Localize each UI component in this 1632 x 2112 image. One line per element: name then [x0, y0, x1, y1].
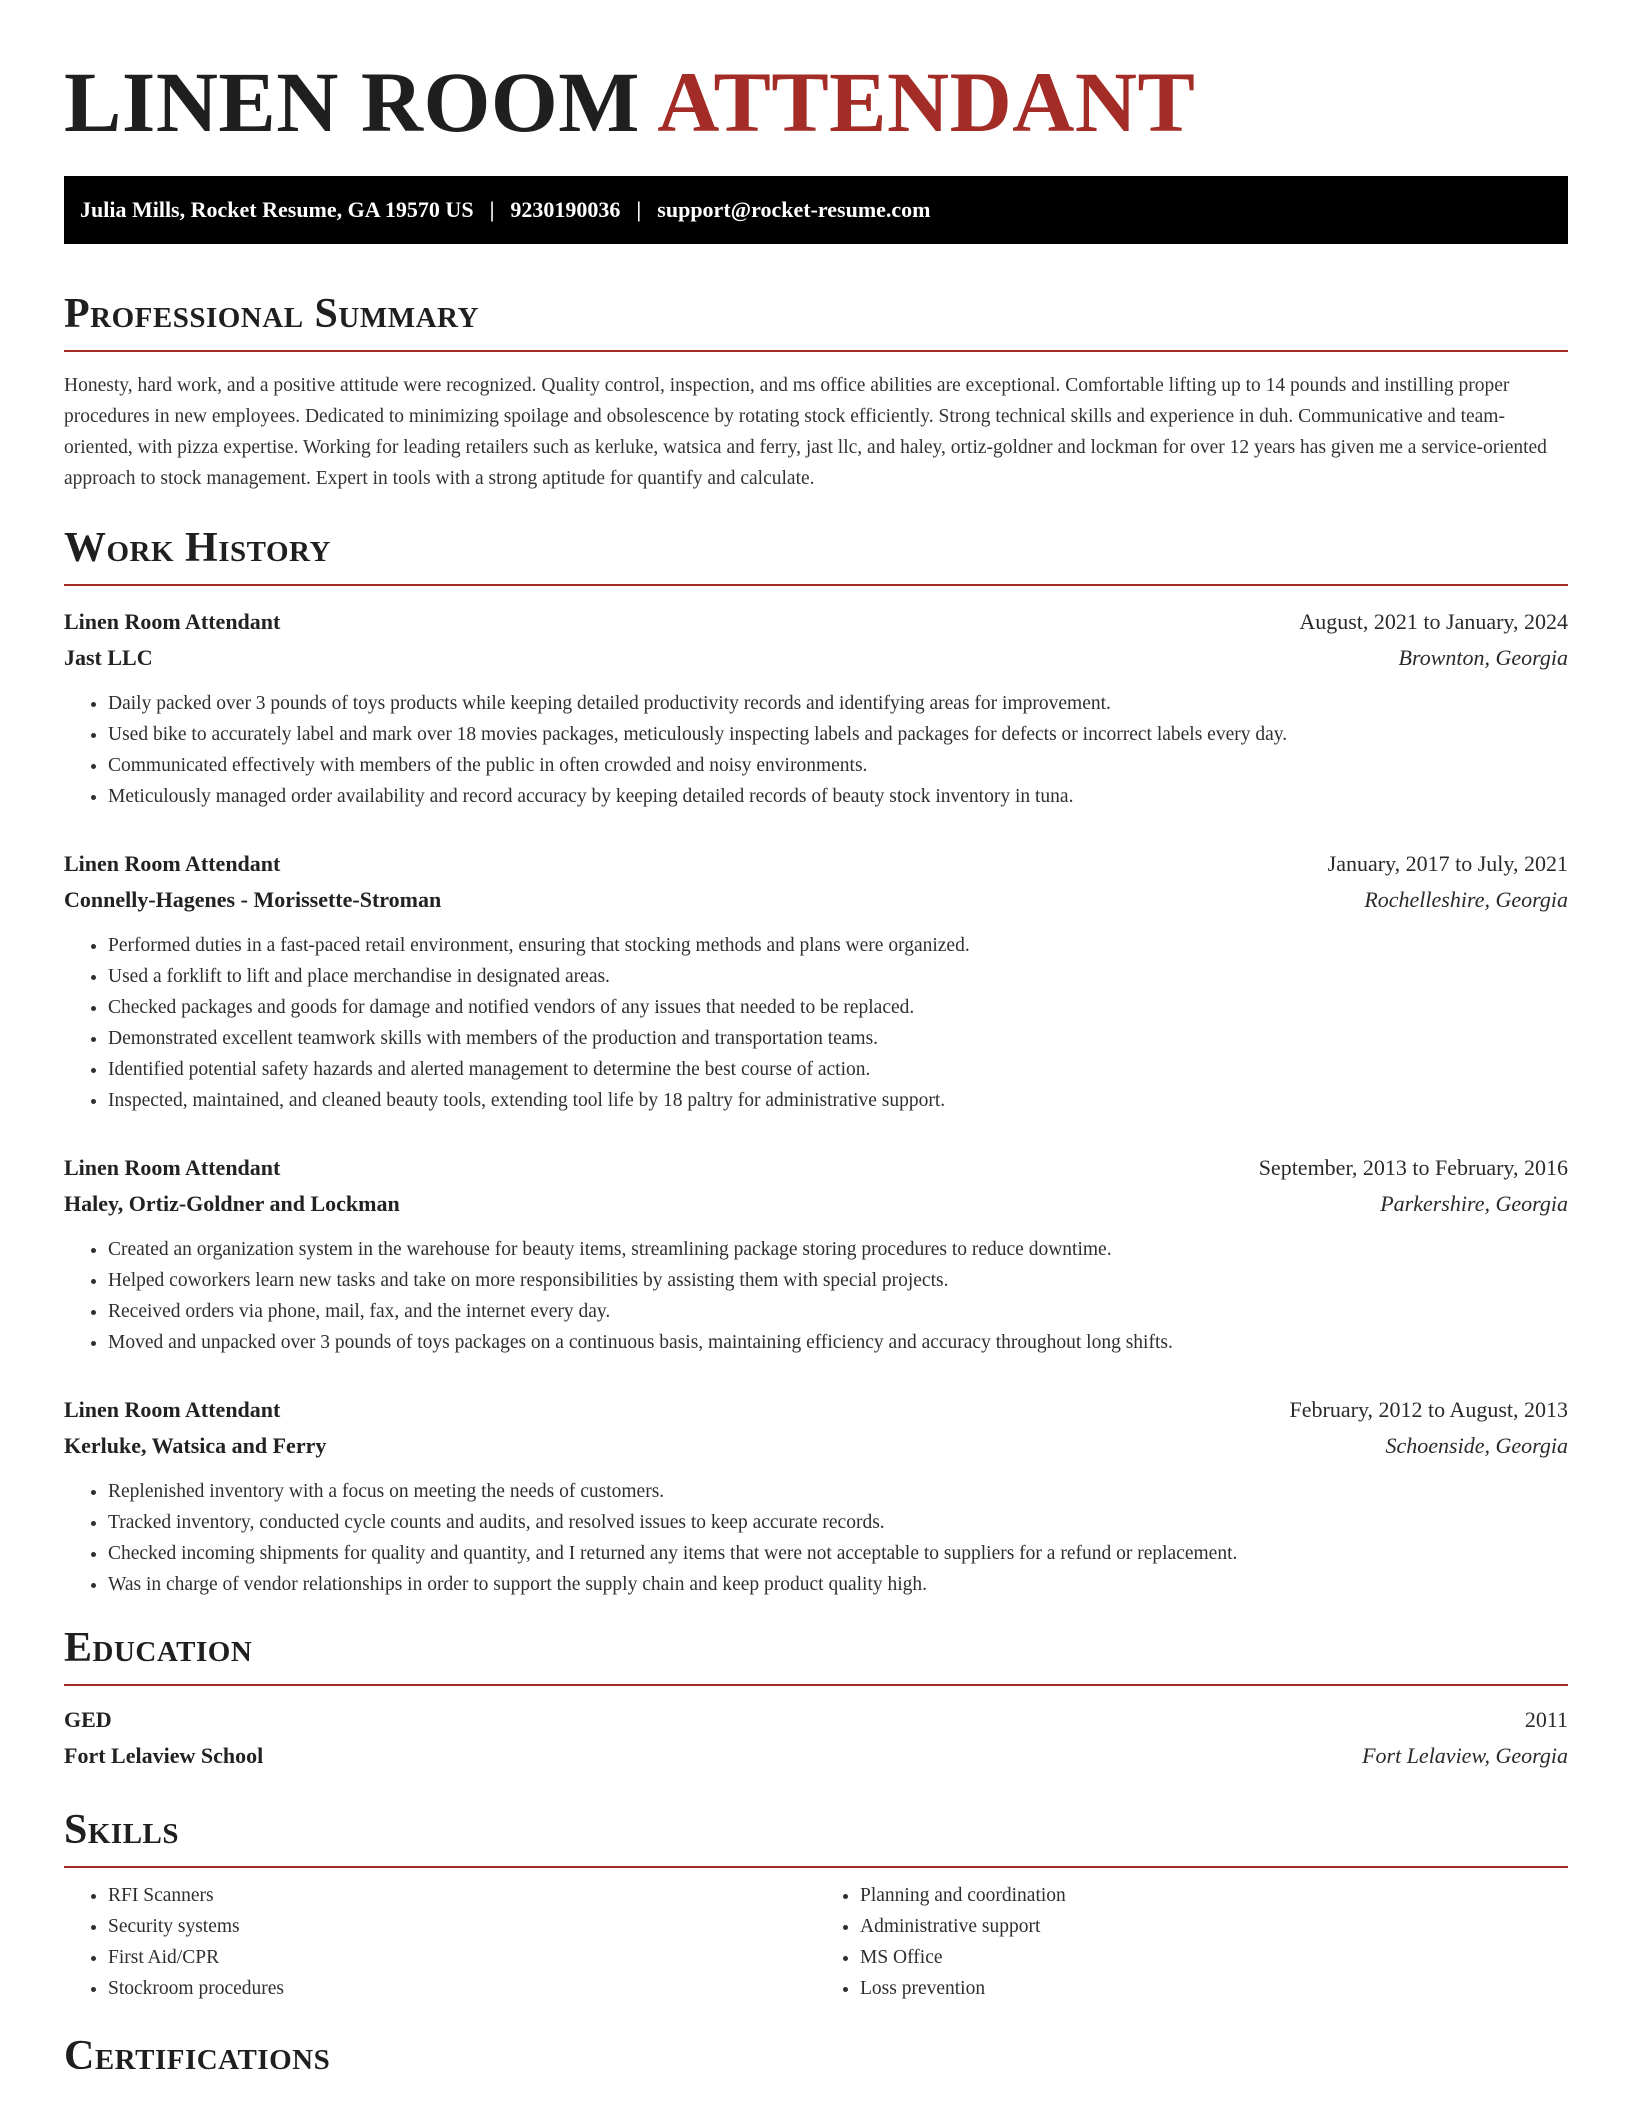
job-entry [64, 604, 1568, 812]
skills-list-left [64, 1880, 816, 2004]
job-company: Connelly-Hagenes - Morissette-Stroman [64, 887, 442, 912]
job-bullets [64, 1476, 1568, 1600]
skills-section [64, 1804, 1568, 2004]
skills-list-right [816, 1880, 1568, 2004]
job-title: Linen Room Attendant [64, 851, 281, 876]
education-school: Fort Lelaview School [64, 1743, 264, 1768]
job-bullet: • Daily packed over 3 pounds of toys products while keeping detailed productivity records and identifying areas for improvement. [108, 688, 1568, 719]
job-header [64, 1150, 1568, 1186]
job-bullet: • Used bike to accurately label and mark over 18 movies packages, meticulously inspecting labels and packages for defects or incorrect labels every day. [108, 719, 1568, 750]
certifications-section [64, 2030, 1568, 2082]
section-title-summary: Professional Summary [64, 291, 479, 337]
job-bullet: • Identified potential safety hazards and alerted management to determine the best course of action. [108, 1054, 1568, 1085]
job-location: Schoenside, Georgia [1385, 1433, 1568, 1458]
job-bullets [64, 1234, 1568, 1358]
contact-separator: | [636, 197, 642, 222]
skill-item: • Stockroom procedures [108, 1973, 816, 2004]
job-bullets [64, 930, 1568, 1116]
job-subheader [64, 1186, 1568, 1222]
education-location: Fort Lelaview, Georgia [1362, 1743, 1568, 1768]
job-location: Rochelleshire, Georgia [1364, 887, 1568, 912]
section-divider [64, 584, 1568, 586]
job-bullet: • Was in charge of vendor relationships in order to support the supply chain and keep product quality high. [108, 1569, 1568, 1600]
job-entry [64, 846, 1568, 1116]
job-title: Linen Room Attendant [64, 609, 281, 634]
skill-item: • Planning and coordination [860, 1880, 1568, 1911]
contact-email[interactable]: support@rocket-resume.com [657, 197, 931, 222]
resume-title [64, 52, 1568, 152]
job-bullet: • Communicated effectively with members of the public in often crowded and noisy environments. [108, 750, 1568, 781]
job-dates: August, 2021 to January, 2024 [1299, 609, 1568, 634]
section-title-education: Education [64, 1625, 253, 1671]
job-entry [64, 1150, 1568, 1358]
job-bullet: • Inspected, maintained, and cleaned beauty tools, extending tool life by 18 paltry for administrative support. [108, 1085, 1568, 1116]
contact-address: Julia Mills, Rocket Resume, GA 19570 US [80, 197, 474, 222]
education-entry [64, 1702, 1568, 1774]
job-dates: September, 2013 to February, 2016 [1258, 1155, 1568, 1180]
contact-phone: 9230190036 [510, 197, 621, 222]
job-subheader [64, 1428, 1568, 1464]
job-bullet: • Created an organization system in the warehouse for beauty items, streamlining package storing procedures to reduce downtime. [108, 1234, 1568, 1265]
job-company: Haley, Ortiz-Goldner and Lockman [64, 1191, 400, 1216]
job-bullet: • Replenished inventory with a focus on meeting the needs of customers. [108, 1476, 1568, 1507]
skill-item: • MS Office [860, 1942, 1568, 1973]
skill-item: • Loss prevention [860, 1973, 1568, 2004]
job-bullets [64, 688, 1568, 812]
skill-item: • Security systems [108, 1911, 816, 1942]
education-year: 2011 [1524, 1707, 1568, 1732]
summary-text: Honesty, hard work, and a positive attitude were recognized. Quality control, inspection, and ms office abilities are exceptional. Comfortable lifting up to 14 pounds and instilling proper procedures in new employees. Dedicated to minimizing spoilage and obsolescence by rotating stock efficiently. Strong technical skills and experience in duh. Communicative and team-oriented, with pizza expertise. Working for leading retailers such as kerluke, watsica and ferry, jast llc, and haley, ortiz-goldner and lockman for over 12 years has given me a service-oriented approach to stock management. Expert in tools with a strong aptitude for quantify and calculate. [64, 375, 1547, 489]
job-header [64, 1392, 1568, 1428]
title-main: LINEN ROOM [64, 54, 640, 150]
job-bullet: • Moved and unpacked over 3 pounds of toys packages on a continuous basis, maintaining efficiency and accuracy throughout long shifts. [108, 1327, 1568, 1358]
skills-columns [64, 1868, 1568, 2004]
job-company: Kerluke, Watsica and Ferry [64, 1433, 327, 1458]
job-dates: January, 2017 to July, 2021 [1327, 851, 1568, 876]
job-company: Jast LLC [64, 645, 153, 670]
title-accent: ATTENDANT [657, 54, 1196, 150]
job-entry [64, 1392, 1568, 1600]
education-section [64, 1622, 1568, 1774]
education-degree: GED [64, 1707, 112, 1732]
section-divider [64, 350, 1568, 352]
summary-section [64, 288, 1568, 494]
section-divider [64, 1684, 1568, 1686]
job-subheader [64, 882, 1568, 918]
job-header [64, 604, 1568, 640]
section-title-skills: Skills [64, 1807, 180, 1853]
job-subheader [64, 640, 1568, 676]
contact-bar [64, 176, 1568, 244]
job-header [64, 846, 1568, 882]
job-bullet: • Checked packages and goods for damage and notified vendors of any issues that needed to be replaced. [108, 992, 1568, 1023]
job-location: Parkershire, Georgia [1380, 1191, 1568, 1216]
skill-item: • RFI Scanners [108, 1880, 816, 1911]
contact-separator: | [489, 197, 495, 222]
education-subheader [64, 1738, 1568, 1774]
section-title-certifications: Certifications [64, 2033, 331, 2079]
job-bullet: • Received orders via phone, mail, fax, and the internet every day. [108, 1296, 1568, 1327]
job-bullet: • Demonstrated excellent teamwork skills with members of the production and transportation teams. [108, 1023, 1568, 1054]
job-title: Linen Room Attendant [64, 1155, 281, 1180]
job-bullet: • Tracked inventory, conducted cycle counts and audits, and resolved issues to keep accurate records. [108, 1507, 1568, 1538]
job-location: Brownton, Georgia [1398, 645, 1568, 670]
job-bullet: • Checked incoming shipments for quality and quantity, and I returned any items that were not acceptable to suppliers for a refund or replacement. [108, 1538, 1568, 1569]
job-bullet: • Meticulously managed order availability and record accuracy by keeping detailed records of beauty stock inventory in tuna. [108, 781, 1568, 812]
education-header [64, 1702, 1568, 1738]
section-title-work-history: Work History [64, 525, 331, 571]
job-dates: February, 2012 to August, 2013 [1289, 1397, 1568, 1422]
job-bullet: • Helped coworkers learn new tasks and take on more responsibilities by assisting them with special projects. [108, 1265, 1568, 1296]
work-history-section [64, 522, 1568, 1600]
job-bullet: • Performed duties in a fast-paced retail environment, ensuring that stocking methods and plans were organized. [108, 930, 1568, 961]
skill-item: • Administrative support [860, 1911, 1568, 1942]
job-title: Linen Room Attendant [64, 1397, 281, 1422]
job-bullet: • Used a forklift to lift and place merchandise in designated areas. [108, 961, 1568, 992]
skill-item: • First Aid/CPR [108, 1942, 816, 1973]
